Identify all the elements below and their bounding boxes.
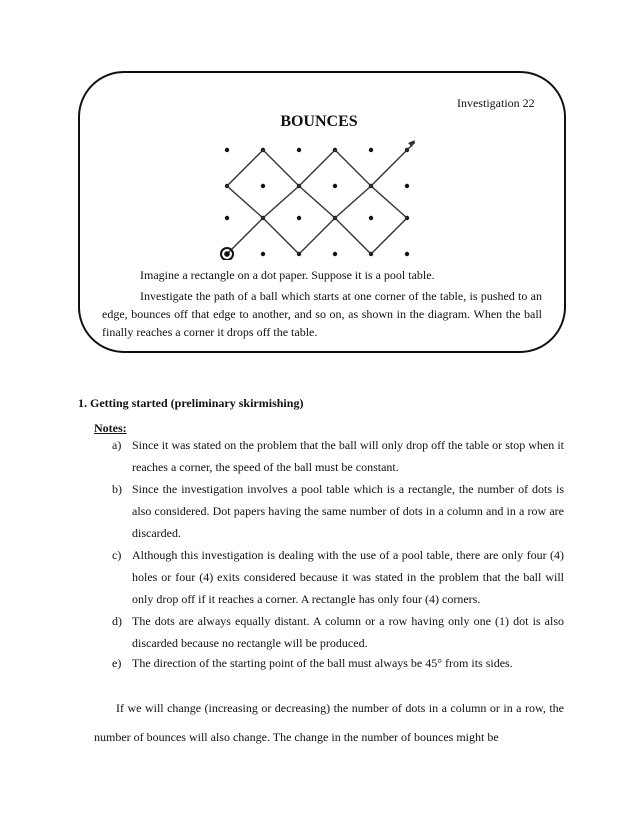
start-ball	[221, 248, 233, 260]
note-marker: a)	[112, 438, 122, 452]
ball-path	[227, 142, 415, 254]
note-marker: d)	[112, 614, 122, 628]
closing-paragraph: If we will change (increasing or decreasing) the number of dots in a column or in a row, the number of bounces will also change. The change in the number of bounces might be	[94, 701, 564, 744]
note-item	[112, 610, 564, 654]
note-item	[112, 652, 564, 674]
note-marker: b)	[112, 482, 122, 496]
note-text: The dots are always equally distant. A column or a row having only one (1) dot is also discarded because no rectangle will be produced.	[132, 614, 564, 650]
notes-label: Notes:	[94, 421, 127, 435]
note-text: Although this investigation is dealing with the use of a pool table, there are only four (4) holes or four (4) exits considered because it was stated in the problem that the ball will only drop off if it reaches a corner. A rectangle has only four (4) corners.	[132, 548, 564, 606]
note-item	[112, 478, 564, 544]
note-marker: c)	[112, 548, 122, 562]
note-text: The direction of the starting point of the ball must always be 45° from its sides.	[132, 656, 513, 670]
note-text: Since the investigation involves a pool table which is a rectangle, the number of dots is also considered. Dot papers having the same number of dots in a column and in a row are discarded.	[132, 482, 564, 540]
note-text: Since it was stated on the problem that the ball will only drop off the table or stop when it reaches a corner, the speed of the ball must be constant.	[132, 438, 564, 474]
note-item	[112, 434, 564, 478]
note-item	[112, 544, 564, 610]
section-heading: 1. Getting started (preliminary skirmishing)	[78, 396, 304, 410]
note-marker: e)	[112, 656, 122, 670]
bounces-diagram	[215, 140, 415, 260]
intro-paragraph: Imagine a rectangle on a dot paper. Suppose it is a pool table.	[140, 268, 435, 282]
task-paragraph: Investigate the path of a ball which starts at one corner of the table, is pushed to an edge, bounces off that edge to another, and so on, as shown in the diagram. When the ball finally reaches a corner it drops off the table.	[102, 289, 542, 339]
page-title: BOUNCES	[280, 113, 358, 130]
investigation-number: Investigation 22	[457, 96, 535, 110]
